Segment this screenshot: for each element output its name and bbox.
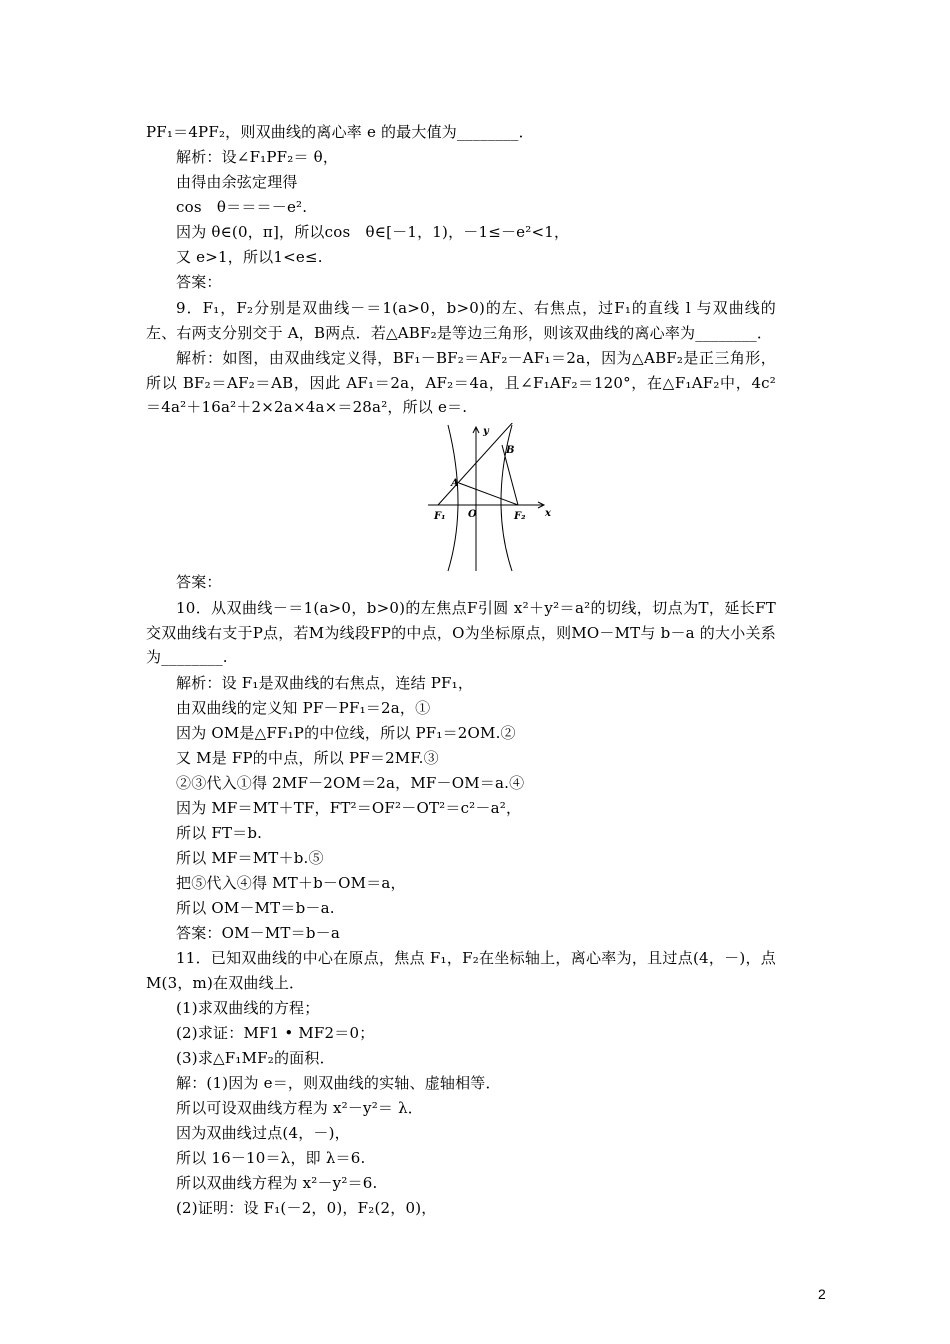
- text-line: (3)求△F₁MF₂的面积．: [176, 1049, 335, 1067]
- question-11: 11．已知双曲线的中心在原点，焦点 F₁，F₂在坐标轴上，离心率为，且过点(4，－)，点M(3，m)在双曲线上．: [146, 949, 776, 992]
- hyperbola-figure: [428, 423, 560, 573]
- text-line: 把⑤代入④得 MT＋b－OM＝a，: [176, 874, 406, 892]
- text-line: 又 M是 FP的中点，所以 PF＝2MF.③: [176, 749, 439, 767]
- a-label: A: [451, 478, 459, 489]
- text-line: 所以可设双曲线方程为 x²－y²＝ λ．: [176, 1099, 424, 1117]
- question-9: 9．F₁，F₂分别是双曲线－＝1(a>0，b>0)的左、右焦点，过F₁的直线 l 与双曲线的左、右两支分别交于 A，B两点．若△ABF₂是等边三角形，则该双曲线的离心率为________．: [146, 299, 776, 342]
- text-line: 所以双曲线方程为 x²－y²＝6.: [176, 1174, 378, 1192]
- text-line: 因为双曲线过点(4，－)，: [176, 1124, 350, 1142]
- b-label: B: [506, 445, 515, 456]
- text-line: (2)证明：设 F₁(－2，0)，F₂(2，0)，: [176, 1199, 437, 1217]
- text-line: 所以 MF＝MT＋b.⑤: [176, 849, 324, 867]
- answer-label: 答案：: [176, 273, 222, 291]
- text-line: 所以 OM－MT＝b－a.: [176, 899, 335, 917]
- text-line: 解析：设∠F₁PF₂＝ θ，: [176, 148, 339, 166]
- text-line: 由得由余弦定理得: [176, 173, 298, 191]
- solution-9: 解析：如图，由双曲线定义得，BF₁－BF₂＝AF₂－AF₁＝2a，因为△ABF₂是正三角形，所以 BF₂＝AF₂＝AB，因此 AF₁＝2a，AF₂＝4a，且∠F₁AF₂＝120°，在△F₁AF₂中，4c²＝4a²＋16a²＋2×2a×4a×＝28a²，所以 e＝.: [146, 349, 776, 416]
- page-number: 2: [818, 1286, 826, 1302]
- question-10: 10．从双曲线－＝1(a>0，b>0)的左焦点F引圆 x²＋y²＝a²的切线，切点为T，延长FT交双曲线右支于P点，若M为线段FP的中点，O为坐标原点，则MO－MT与 b－a 的大小关系为________.: [146, 599, 776, 666]
- text-line: PF₁＝4PF₂，则双曲线的离心率 e 的最大值为________．: [146, 123, 534, 141]
- text-line: 所以 FT＝b.: [176, 824, 263, 842]
- answer-label: 答案：: [176, 573, 222, 591]
- x-label: x: [545, 508, 551, 519]
- text-line: 又 e>1，所以1<e≤.: [176, 248, 323, 266]
- text-line: (2)求证：MF1 • MF2＝0；: [176, 1024, 375, 1042]
- text-line: 因为 OM是△FF₁P的中位线，所以 PF₁＝2OM.②: [176, 724, 516, 742]
- f2-label: F₂: [514, 511, 526, 522]
- text-line: cos θ＝＝＝－e².: [176, 198, 308, 216]
- text-line: 解析：设 F₁是双曲线的右焦点，连结 PF₁，: [176, 674, 474, 692]
- text-line: 解：(1)因为 e＝，则双曲线的实轴、虚轴相等．: [176, 1074, 501, 1092]
- y-label: y: [483, 426, 489, 437]
- origin-label: O: [468, 509, 477, 520]
- left-branch: [448, 425, 458, 571]
- text-line: ②③代入①得 2MF－2OM＝2a，MF－OM＝a.④: [176, 774, 525, 792]
- text-line: (1)求双曲线的方程；: [176, 999, 320, 1017]
- segment-af2: [459, 483, 518, 505]
- text-line: 所以 16－10＝λ，即 λ＝6.: [176, 1149, 366, 1167]
- text-line: 由双曲线的定义知 PF－PF₁＝2a，①: [176, 699, 431, 717]
- text-line: 因为 MF＝MT＋TF，FT²＝OF²－OT²＝c²－a²，: [176, 799, 522, 817]
- text-line: 因为 θ∈(0，π]，所以cos θ∈[－1，1)，－1≤－e²<1，: [176, 223, 570, 241]
- f1-label: F₁: [434, 511, 446, 522]
- answer-line: 答案：OM－MT＝b－a: [176, 924, 340, 942]
